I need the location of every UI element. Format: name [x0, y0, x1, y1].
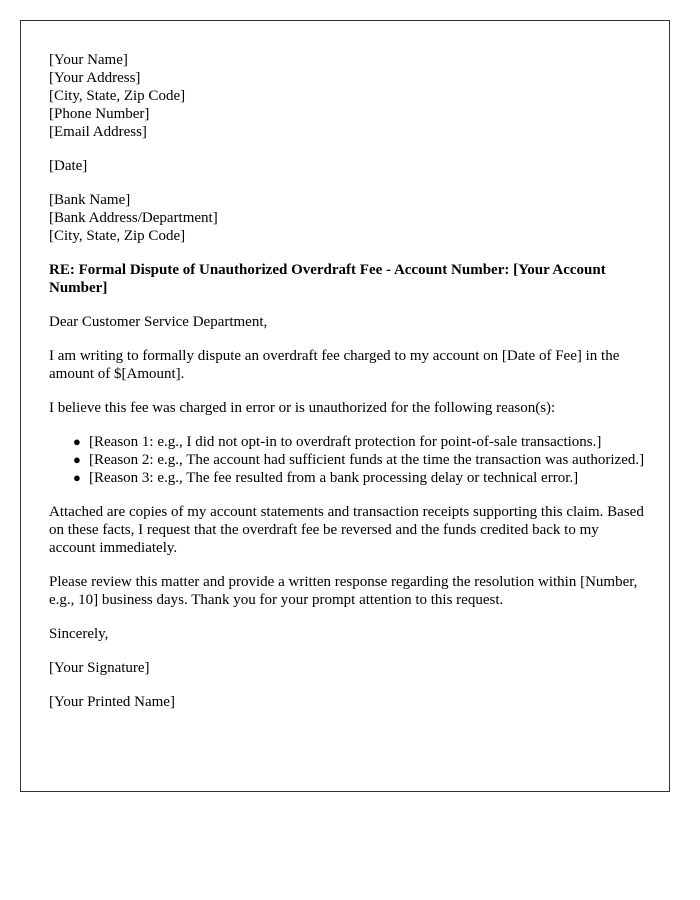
reasons-list [49, 433, 649, 487]
request-paragraph: Please review this matter and provide a written response regarding the resolution within [Number, e.g., 10] business days. Thank you for your prompt attention to this request. [49, 574, 638, 608]
printed-name: [Your Printed Name] [49, 694, 175, 710]
closing: Sincerely, [49, 626, 109, 642]
sender-block [49, 51, 649, 141]
sender-address: [Your Address] [49, 70, 141, 86]
attachments-paragraph: Attached are copies of my account statements and transaction receipts supporting this claim. Based on these facts, I request that the overdraft fee be reversed and the funds credited back to my account immediately. [49, 504, 644, 556]
recipient-city-state-zip: [City, State, Zip Code] [49, 228, 186, 244]
sender-city-state-zip: [City, State, Zip Code] [49, 88, 186, 104]
list-item [73, 469, 649, 487]
reason-text: [Reason 3: e.g., The fee resulted from a bank processing delay or technical error.] [89, 470, 579, 486]
bullet-icon: ● [73, 470, 81, 485]
list-item [73, 433, 649, 451]
recipient-bank-name: [Bank Name] [49, 192, 131, 208]
reason-text: [Reason 1: e.g., I did not opt-in to overdraft protection for point-of-sale transactions.] [89, 434, 602, 450]
recipient-block [49, 191, 649, 245]
letter-date: [Date] [49, 158, 88, 174]
subject-line: RE: Formal Dispute of Unauthorized Overdraft Fee - Account Number: [Your Account Number] [49, 262, 606, 296]
sender-name: [Your Name] [49, 52, 128, 68]
bullet-icon: ● [73, 434, 81, 449]
signature-line: [Your Signature] [49, 660, 150, 676]
sender-phone: [Phone Number] [49, 106, 150, 122]
sender-email: [Email Address] [49, 124, 147, 140]
list-item [73, 451, 649, 469]
intro-paragraph: I am writing to formally dispute an overdraft fee charged to my account on [Date of Fee] in the amount of $[Amount]. [49, 348, 620, 382]
reason-text: [Reason 2: e.g., The account had sufficient funds at the time the transaction was authorized.] [89, 452, 645, 468]
recipient-address: [Bank Address/Department] [49, 210, 218, 226]
salutation: Dear Customer Service Department, [49, 314, 268, 330]
bullet-icon: ● [73, 452, 81, 467]
letter-page [20, 20, 670, 792]
reasons-lead-paragraph: I believe this fee was charged in error or is unauthorized for the following reason(s): [49, 400, 556, 416]
